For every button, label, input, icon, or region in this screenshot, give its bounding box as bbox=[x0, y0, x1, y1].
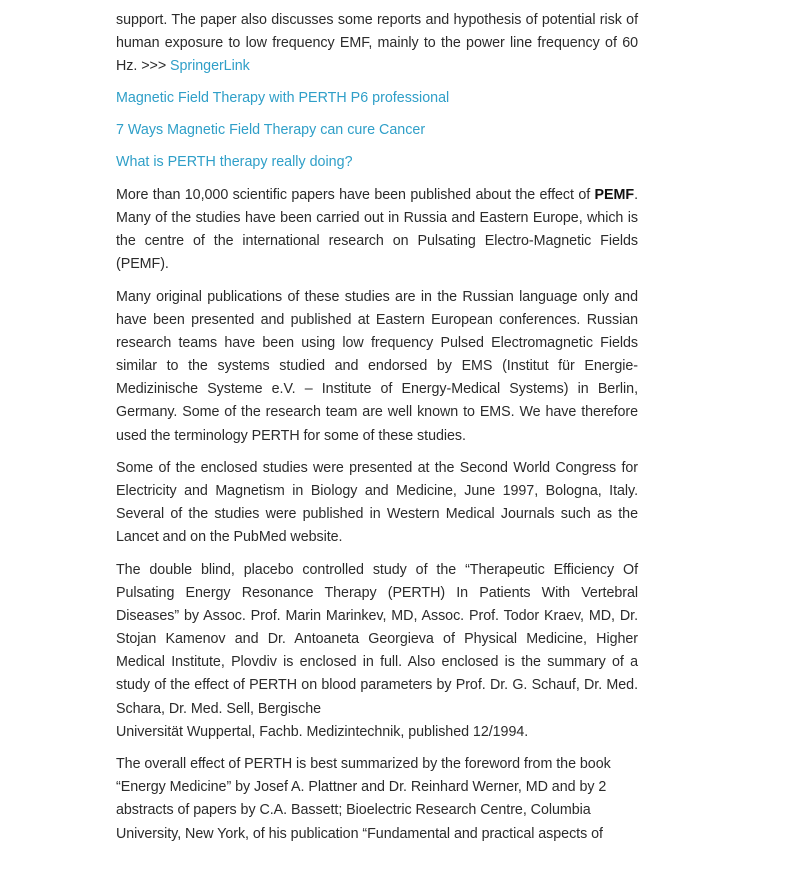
para5-line-3: abstracts of papers by C.A. Bassett; Bioelectric Research Centre, Columbia bbox=[116, 802, 591, 819]
para5-line-4: University, New York, of his publication “Fundamental and practical aspects of bbox=[116, 825, 603, 842]
para4-last-line: Universität Wuppertal, Fachb. Medizintechnik, published 12/1994. bbox=[116, 723, 529, 740]
paragraph-world-congress: Some of the enclosed studies were presented at the Second World Congress for Electricity and Magnetism in Biology and Medicine, June 1997, Bologna, Italy. Several of the studies were published in Western Medical Journals such as the Lancet and on the PubMed website. bbox=[116, 460, 638, 546]
paragraph-overall-effect bbox=[116, 753, 638, 845]
para5-line-1: The overall effect of PERTH is best summarized by the foreword from the book bbox=[116, 756, 611, 773]
intro-text: support. The paper also discusses some reports and hypothesis of potential risk of human exposure to low frequency EMF, mainly to the power line frequency of 60 Hz. >>> bbox=[116, 12, 638, 75]
para1-after: . Many of the studies have been carried out in Russia and Eastern Europe, which is the centre of the international research on Pulsating Electro-Magnetic Fields (PEMF). bbox=[116, 187, 638, 273]
paragraph-double-blind-study bbox=[116, 559, 638, 744]
paragraph-pemf-papers bbox=[116, 184, 638, 276]
paragraph-russian-publications: Many original publications of these studies are in the Russian language only and have been presented and published at Eastern European conferences. Russian research teams have been using low frequency Pulsed Electromagnetic Fields similar to the systems studied and endorsed by EMS (Institut für Energie-Medizinische Systeme e.V. – Institute of Energy-Medical Systems) in Berlin, Germany. Some of the research team are well known to EMS. We have therefore used the terminology PERTH for some of these studies. bbox=[116, 288, 638, 444]
intro-paragraph bbox=[116, 9, 638, 78]
para4-main: The double blind, placebo controlled study of the “Therapeutic Efficiency Of Pulsating Energy Resonance Therapy (PERTH) In Patients With Vertebral Diseases” by Assoc. Prof. Marin Marinkev, MD, Assoc. Prof. Todor Kraev, MD, Dr. Stojan Kamenov and Dr. Antoaneta Georgieva of Physical Medicine, Higher Medical Institute, Plovdiv is enclosed in full. Also enclosed is the summary of a study of the effect of PERTH on blood parameters by Prof. Dr. G. Schauf, Dr. Med. Schara, Dr. Med. Sell, Bergische bbox=[116, 561, 638, 717]
para5-line-2: “Energy Medicine” by Josef A. Plattner and Dr. Reinhard Werner, MD and by 2 bbox=[116, 779, 607, 796]
link-what-is-perth-therapy[interactable]: What is PERTH therapy really doing? bbox=[116, 154, 353, 171]
document-page bbox=[116, 9, 638, 846]
springerlink-link[interactable]: SpringerLink bbox=[170, 58, 250, 75]
link-7-ways-magnetic-field-therapy[interactable]: 7 Ways Magnetic Field Therapy can cure Cancer bbox=[116, 122, 426, 139]
link-magnetic-field-therapy-perth-p6[interactable]: Magnetic Field Therapy with PERTH P6 professional bbox=[116, 90, 450, 107]
pemf-bold: PEMF bbox=[594, 187, 635, 204]
para1-before: More than 10,000 scientific papers have been published about the effect of bbox=[116, 187, 595, 204]
